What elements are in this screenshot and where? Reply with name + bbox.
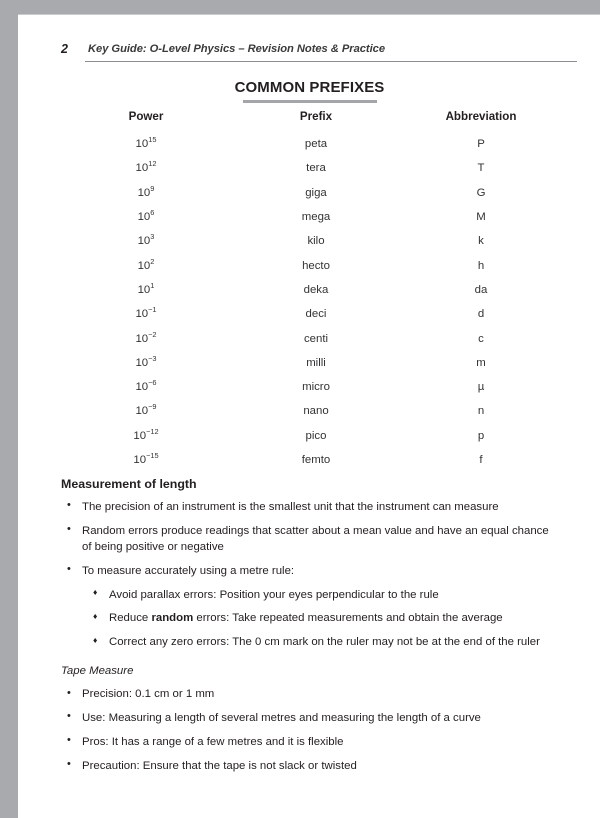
tape-measure-heading: Tape Measure: [61, 665, 134, 678]
document-page: [19, 15, 600, 818]
page-title: [19, 79, 600, 97]
cell-power: $10^{-2}$: [135, 329, 157, 345]
cell-power: $10^{-1}$: [135, 305, 157, 321]
cell-power: $10^{-6}$: [135, 378, 157, 394]
cell-abbreviation: T: [477, 162, 485, 175]
table-row: [61, 253, 561, 277]
table-row: [61, 181, 561, 205]
cell-power: $10^{-9}$: [135, 402, 157, 418]
table-row: [61, 326, 561, 350]
metre-rule-sub-list: [61, 587, 561, 651]
cell-abbreviation: c: [478, 332, 484, 345]
table-row: [61, 278, 561, 302]
cell-prefix: peta: [304, 138, 328, 151]
cell-prefix: deka: [303, 283, 329, 296]
running-head-rule: [85, 61, 577, 62]
page-frame-left-bar: [0, 0, 18, 818]
running-head-title: Key Guide: O-Level Physics – Revision Notes & Practice: [88, 43, 385, 55]
column-header-abbreviation: Abbreviation: [445, 110, 517, 123]
cell-prefix: nano: [303, 405, 329, 418]
table-row: [61, 156, 561, 180]
cell-power: $10^{-3}$: [135, 354, 157, 369]
cell-power: $10^6$: [137, 208, 155, 224]
cell-prefix: micro: [302, 381, 330, 394]
page-frame-top-bar: [18, 0, 600, 14]
cell-power: $10^{15}$: [135, 135, 157, 151]
cell-abbreviation: P: [477, 138, 485, 151]
cell-power: $10^{12}$: [135, 159, 157, 175]
cell-abbreviation: k: [478, 235, 484, 248]
cell-abbreviation: p: [477, 429, 485, 442]
list-item: • Pros: It has a range of a few metres and it is flexible: [61, 734, 561, 750]
cell-abbreviation: f: [479, 454, 483, 466]
cell-prefix: tera: [306, 162, 326, 175]
cell-prefix: femto: [301, 454, 331, 466]
table-row: [61, 424, 561, 448]
list-item: • The precision of an instrument is the smallest unit that the instrument can measure: [61, 499, 561, 515]
cell-prefix: kilo: [307, 235, 325, 248]
table-row: [61, 399, 561, 423]
list-item: • Precision: 0.1 cm or 1 mm: [61, 686, 561, 702]
cell-prefix: centi: [303, 332, 329, 345]
cell-prefix: hecto: [302, 259, 330, 272]
measurement-heading: Measurement of length: [61, 477, 197, 491]
cell-prefix: giga: [305, 186, 327, 199]
cell-abbreviation: d: [477, 308, 485, 321]
table-row: [61, 205, 561, 229]
table-row: [61, 302, 561, 326]
list-item: • To measure accurately using a metre rule:: [61, 563, 561, 579]
column-header-power: Power: [128, 110, 164, 123]
cell-abbreviation: da: [474, 283, 488, 296]
body-content: [61, 463, 561, 781]
table-row: [61, 351, 561, 375]
cell-abbreviation: m: [476, 356, 486, 369]
running-head: [61, 42, 577, 64]
cell-abbreviation: µ: [477, 381, 485, 394]
table-row: [61, 132, 561, 156]
cell-prefix: pico: [305, 429, 327, 442]
page-title-underline: [243, 100, 377, 103]
page-title-text: COMMON PREFIXES: [234, 79, 385, 96]
list-item: ♦ Reduce random errors: Take repeated measurements and obtain the average: [91, 610, 561, 626]
cell-abbreviation: G: [476, 186, 486, 199]
cell-abbreviation: M: [476, 211, 486, 224]
cell-power: $10^2$: [137, 256, 155, 272]
emphasis-text: random: [151, 612, 194, 625]
common-prefixes-table: [61, 110, 561, 472]
cell-prefix: milli: [306, 356, 326, 369]
list-item: ♦ Avoid parallax errors: Position your eyes perpendicular to the rule: [91, 587, 561, 603]
measurement-bullet-list: [61, 499, 561, 579]
cell-power: $10^3$: [137, 232, 155, 248]
list-item: • Random errors produce readings that scatter about a mean value and have an equal chance of being positive or negative: [61, 523, 561, 556]
cell-power: $10^9$: [137, 183, 155, 199]
cell-prefix: deci: [305, 308, 327, 321]
tape-measure-bullet-list: [61, 686, 561, 774]
cell-power: $10^1$: [137, 281, 155, 296]
cell-abbreviation: n: [477, 405, 485, 418]
list-item: • Precaution: Ensure that the tape is not slack or twisted: [61, 758, 561, 774]
page-number: 2: [61, 42, 68, 56]
list-item: ♦ Correct any zero errors: The 0 cm mark on the ruler may not be at the end of the ruler: [91, 634, 561, 650]
cell-abbreviation: h: [477, 259, 485, 272]
list-item: • Use: Measuring a length of several metres and measuring the length of a curve: [61, 710, 561, 726]
cell-prefix: mega: [301, 211, 331, 224]
table-header-row: [61, 110, 561, 132]
cell-power: $10^{-12}$: [133, 426, 159, 442]
cell-power: $10^{-15}$: [133, 451, 159, 466]
table-row: [61, 229, 561, 253]
column-header-prefix: Prefix: [299, 110, 333, 123]
table-row: [61, 375, 561, 399]
